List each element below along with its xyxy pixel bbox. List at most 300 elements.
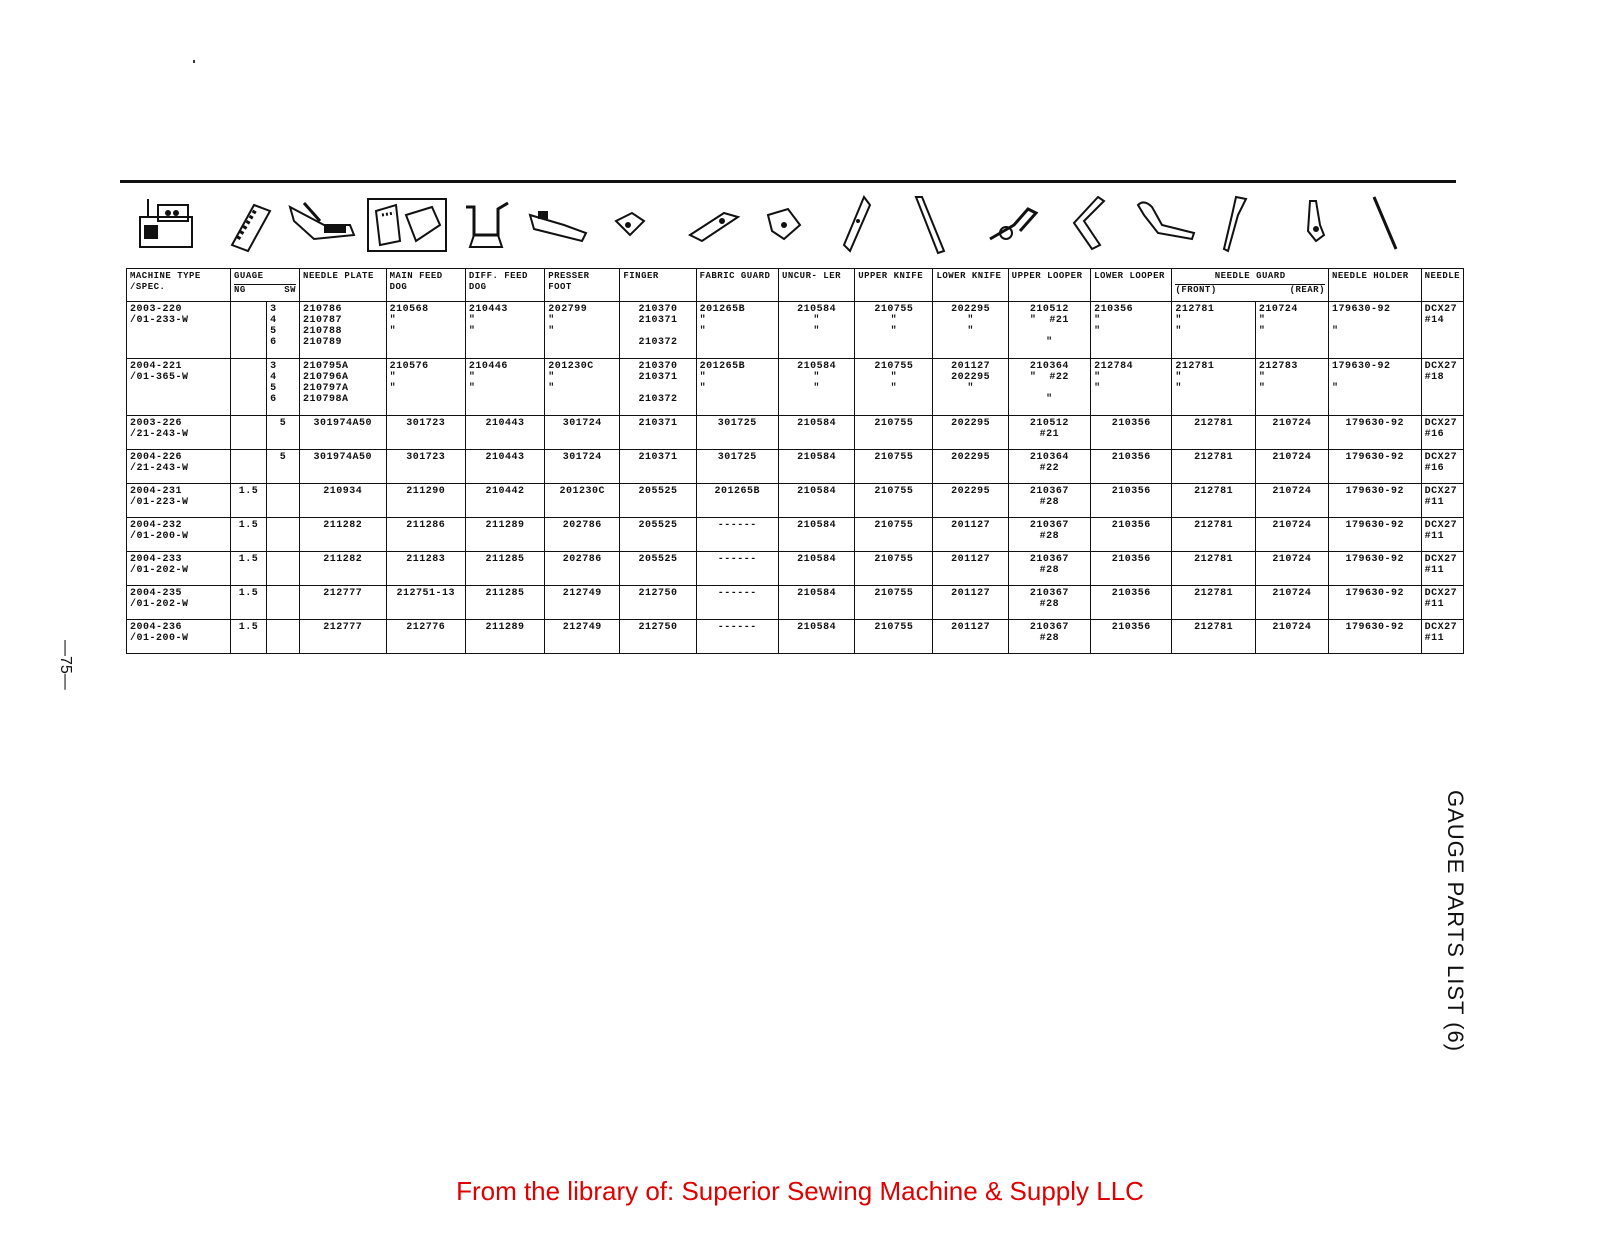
parts-illustrations xyxy=(124,190,1464,262)
cell-line: 201127 xyxy=(951,588,991,599)
table-cell-needle xyxy=(1421,450,1463,484)
cell-line: 2003-220 xyxy=(130,304,183,315)
header-main-feed: MAIN FEED DOG xyxy=(386,269,465,302)
cell-line: 210724 xyxy=(1272,418,1312,429)
cell-line: 210789 xyxy=(303,337,343,348)
cell-line: 205525 xyxy=(638,486,678,497)
cell-line: ------ xyxy=(717,554,757,565)
table-cell-plate xyxy=(300,518,387,552)
table-cell-ulooper xyxy=(1008,586,1090,620)
cell-line xyxy=(234,304,263,315)
cell-line: 212751-13 xyxy=(396,588,455,599)
cell-line: " xyxy=(699,383,707,394)
header-upper-knife: UPPER KNIFE xyxy=(855,269,933,302)
cell-line: /01-233-W xyxy=(130,315,189,326)
cell-line: 2004-232 xyxy=(130,520,183,531)
cell-line: 202295 xyxy=(951,452,991,463)
table-cell-ulooper xyxy=(1008,518,1090,552)
table-cell-machine xyxy=(127,620,231,654)
cell-line: 210724 xyxy=(1272,554,1312,565)
table-cell-llooper xyxy=(1091,359,1172,416)
cell-line: " xyxy=(468,326,476,337)
table-cell-diff xyxy=(465,552,544,586)
table-cell-main xyxy=(386,552,465,586)
cell-line: " xyxy=(890,383,898,394)
cell-line xyxy=(270,622,296,633)
table-cell-needle xyxy=(1421,359,1463,416)
cell-line: /01-202-W xyxy=(130,599,189,610)
finger-icon xyxy=(608,190,652,260)
cell-line: /21-243-W xyxy=(130,429,189,440)
table-cell-gfront xyxy=(1172,416,1255,450)
uncurler-icon xyxy=(760,190,810,260)
table-cell-sw xyxy=(267,484,300,518)
table-cell-fabric xyxy=(696,359,778,416)
cell-line: 210371 xyxy=(638,452,678,463)
cell-line: 210724 xyxy=(1272,486,1312,497)
cell-line: 179630-92 xyxy=(1345,418,1405,429)
cell-line: 210724 xyxy=(1272,520,1312,531)
cell-line: 210367 xyxy=(1029,554,1069,565)
cell-line: 210356 xyxy=(1111,486,1151,497)
cell-line: /21-243-W xyxy=(130,463,189,474)
table-cell-uknife xyxy=(855,586,933,620)
cell-line: " xyxy=(967,315,974,326)
table-cell-holder xyxy=(1328,416,1421,450)
cell-line: " xyxy=(468,372,476,383)
table-cell-machine xyxy=(127,416,231,450)
cell-line: 210372 xyxy=(638,394,678,405)
table-row xyxy=(127,620,1464,654)
table-cell-lknife xyxy=(933,586,1008,620)
library-footer: From the library of: Superior Sewing Machine & Supply LLC xyxy=(456,1176,1144,1206)
cell-line: 210724 xyxy=(1272,452,1312,463)
lower-knife-icon xyxy=(910,190,950,260)
table-cell-machine xyxy=(127,302,231,359)
cell-line: 201127 xyxy=(951,622,991,633)
table-cell-main xyxy=(386,586,465,620)
table-cell-ulooper xyxy=(1008,484,1090,518)
cell-line: 301974A50 xyxy=(313,452,373,463)
cell-line: ------ xyxy=(717,622,757,633)
cell-line: 211286 xyxy=(406,520,446,531)
cell-line: 201230C xyxy=(559,486,606,497)
cell-line: 211289 xyxy=(485,622,525,633)
header-needle-plate: NEEDLE PLATE xyxy=(300,269,387,302)
table-cell-fabric xyxy=(696,302,778,359)
cell-line: 212783 xyxy=(1258,361,1298,372)
header-needle: NEEDLE xyxy=(1421,269,1463,302)
cell-line: " xyxy=(1175,315,1182,326)
table-cell-uknife xyxy=(855,416,933,450)
cell-line: " xyxy=(890,372,898,383)
cell-line: DCX27 xyxy=(1424,622,1458,633)
table-cell-ng xyxy=(231,416,267,450)
cell-line: 210371 xyxy=(638,372,678,383)
table-cell-ng xyxy=(231,359,267,416)
table-cell-main xyxy=(386,416,465,450)
table-cell-ng xyxy=(231,518,267,552)
cell-line: " xyxy=(1258,315,1266,326)
upper-knife-icon xyxy=(836,190,876,260)
cell-line: 211289 xyxy=(485,520,525,531)
table-cell-presser xyxy=(545,518,620,552)
cell-line: 210576 xyxy=(389,361,429,372)
cell-line: 202295 xyxy=(951,304,991,315)
table-cell-ng xyxy=(231,586,267,620)
cell-line: 212749 xyxy=(562,588,602,599)
cell-line: 202786 xyxy=(562,554,602,565)
cell-line: 211282 xyxy=(323,520,363,531)
cell-line: 210370 xyxy=(638,361,678,372)
sewing-machine-icon xyxy=(134,190,200,260)
table-cell-plate xyxy=(300,620,387,654)
cell-line: " #21 xyxy=(1029,315,1069,326)
table-cell-uncurler xyxy=(778,302,854,359)
cell-line: 212750 xyxy=(638,588,678,599)
table-cell-machine xyxy=(127,484,231,518)
top-rule xyxy=(120,180,1456,183)
presser-foot-icon xyxy=(284,190,360,260)
cell-line xyxy=(1012,383,1087,394)
table-row xyxy=(127,552,1464,586)
table-cell-grear xyxy=(1255,359,1328,416)
cell-line: 212781 xyxy=(1194,452,1234,463)
cell-line: 1.5 xyxy=(238,486,259,497)
table-cell-uncurler xyxy=(778,552,854,586)
table-cell-presser xyxy=(545,450,620,484)
cell-line: " xyxy=(1094,315,1101,326)
table-cell-finger xyxy=(620,302,696,359)
cell-line: #14 xyxy=(1424,315,1445,326)
cell-line xyxy=(270,588,296,599)
cell-line: 2004-221 xyxy=(130,361,183,372)
cell-line: DCX27 xyxy=(1424,304,1458,315)
table-cell-holder xyxy=(1328,620,1421,654)
feed-dog-icon xyxy=(366,190,448,260)
upper-looper-icon xyxy=(984,190,1044,260)
table-cell-gfront xyxy=(1172,302,1255,359)
table-cell-plate xyxy=(300,359,387,416)
needle-plate-icon xyxy=(224,190,280,260)
cell-line: DCX27 xyxy=(1424,588,1458,599)
cell-line: 179630-92 xyxy=(1345,452,1405,463)
cell-line: #16 xyxy=(1424,463,1445,474)
cell-line: " xyxy=(1175,326,1182,337)
cell-line: " xyxy=(548,383,555,394)
table-cell-plate xyxy=(300,586,387,620)
cell-line: 212777 xyxy=(323,622,363,633)
header-needle-guard: NEEDLE GUARD (FRONT) (REAR) xyxy=(1172,269,1329,302)
table-cell-ng xyxy=(231,450,267,484)
table-cell-holder xyxy=(1328,484,1421,518)
cell-line: 6 xyxy=(270,394,277,405)
table-cell-llooper xyxy=(1091,518,1172,552)
scan-speck xyxy=(193,60,195,63)
table-cell-grear xyxy=(1255,586,1328,620)
table-cell-plate xyxy=(300,302,387,359)
cell-line: 210795A xyxy=(303,361,349,372)
table-cell-needle xyxy=(1421,302,1463,359)
cell-line: 210356 xyxy=(1111,622,1151,633)
table-cell-uknife xyxy=(855,518,933,552)
cell-line: " xyxy=(967,383,974,394)
cell-line: " xyxy=(1258,326,1266,337)
cell-line: 201127 xyxy=(951,361,991,372)
table-cell-ulooper xyxy=(1008,302,1090,359)
cell-line: " xyxy=(890,326,898,337)
cell-line: 210584 xyxy=(797,554,837,565)
cell-line: " xyxy=(1094,326,1101,337)
cell-line: ------ xyxy=(717,588,757,599)
cell-line: 202799 xyxy=(548,304,588,315)
cell-line: 5 xyxy=(279,452,287,463)
header-uncurler: UNCUR- LER xyxy=(778,269,854,302)
cell-line: #28 xyxy=(1039,633,1060,644)
cell-line: ------ xyxy=(717,520,757,531)
table-cell-holder xyxy=(1328,359,1421,416)
table-cell-plate xyxy=(300,484,387,518)
table-cell-plate xyxy=(300,416,387,450)
cell-line: 210371 xyxy=(638,315,678,326)
cell-line: 210755 xyxy=(874,554,914,565)
cell-line: 201230C xyxy=(548,361,594,372)
table-row xyxy=(127,416,1464,450)
table-cell-llooper xyxy=(1091,620,1172,654)
table-cell-finger xyxy=(620,450,696,484)
table-cell-llooper xyxy=(1091,302,1172,359)
cell-line: " xyxy=(967,326,974,337)
table-cell-diff xyxy=(465,586,544,620)
cell-line: " xyxy=(1046,394,1053,405)
cell-line: 210356 xyxy=(1111,554,1151,565)
cell-line: 301725 xyxy=(717,418,757,429)
cell-line: 179630-92 xyxy=(1345,622,1405,633)
table-cell-sw xyxy=(267,620,300,654)
cell-line: 210755 xyxy=(874,304,914,315)
table-cell-ng xyxy=(231,302,267,359)
diff-feed-dog-icon xyxy=(458,190,514,260)
cell-line: DCX27 xyxy=(1424,486,1458,497)
cell-line: 202295 xyxy=(951,372,991,383)
cell-line: 3 xyxy=(270,361,277,372)
table-cell-presser xyxy=(545,359,620,416)
cell-line: #28 xyxy=(1039,599,1060,610)
table-cell-plate xyxy=(300,450,387,484)
side-title: GAUGE PARTS LIST (6) xyxy=(1443,790,1468,1053)
header-lower-looper: LOWER LOOPER xyxy=(1091,269,1172,302)
table-cell-sw xyxy=(267,518,300,552)
table-cell-uknife xyxy=(855,302,933,359)
table-row xyxy=(127,302,1464,359)
cell-line: " xyxy=(813,315,820,326)
table-cell-holder xyxy=(1328,518,1421,552)
cell-line: 212781 xyxy=(1194,486,1234,497)
cell-line: 210786 xyxy=(303,304,343,315)
table-cell-needle xyxy=(1421,484,1463,518)
table-cell-sw xyxy=(267,302,300,359)
table-cell-fabric xyxy=(696,552,778,586)
table-cell-needle xyxy=(1421,620,1463,654)
header-finger: FINGER xyxy=(620,269,696,302)
needle-guard-rear-icon xyxy=(1216,190,1256,260)
table-cell-diff xyxy=(465,620,544,654)
table-cell-llooper xyxy=(1091,586,1172,620)
table-row xyxy=(127,450,1464,484)
table-cell-needle xyxy=(1421,518,1463,552)
cell-line: " xyxy=(389,326,397,337)
cell-line: 1.5 xyxy=(238,520,259,531)
cell-line: " xyxy=(1331,326,1339,337)
table-cell-grear xyxy=(1255,484,1328,518)
table-cell-presser xyxy=(545,416,620,450)
cell-line: 211285 xyxy=(485,588,525,599)
table-cell-uknife xyxy=(855,359,933,416)
table-cell-fabric xyxy=(696,416,778,450)
table-cell-presser xyxy=(545,484,620,518)
cell-line: " xyxy=(548,372,555,383)
cell-line: 2004-235 xyxy=(130,588,183,599)
cell-line: " xyxy=(699,315,707,326)
table-cell-main xyxy=(386,484,465,518)
cell-line: 1.5 xyxy=(238,622,259,633)
table-cell-plate xyxy=(300,552,387,586)
cell-line: 179630-92 xyxy=(1345,588,1405,599)
table-cell-main xyxy=(386,450,465,484)
cell-line: 210584 xyxy=(797,588,837,599)
cell-line: 212781 xyxy=(1194,588,1234,599)
page-number: —75— xyxy=(57,640,74,690)
cell-line: 201265B xyxy=(699,304,746,315)
table-row xyxy=(127,518,1464,552)
cell-line: 210584 xyxy=(797,452,837,463)
cell-line: 4 xyxy=(270,372,277,383)
cell-line: " xyxy=(699,372,707,383)
cell-line: 201265B xyxy=(699,361,746,372)
cell-line: 211285 xyxy=(485,554,525,565)
cell-line: DCX27 xyxy=(1424,452,1458,463)
table-cell-presser xyxy=(545,552,620,586)
cell-line: 210755 xyxy=(874,361,914,372)
cell-line: 210787 xyxy=(303,315,343,326)
cell-line: #16 xyxy=(1424,429,1445,440)
table-cell-needle xyxy=(1421,552,1463,586)
table-cell-diff xyxy=(465,416,544,450)
cell-line: 210584 xyxy=(797,361,837,372)
cell-line: 210367 xyxy=(1029,486,1069,497)
table-cell-lknife xyxy=(933,416,1008,450)
cell-line: 210798A xyxy=(303,394,349,405)
cell-line: /01-200-W xyxy=(130,531,189,542)
cell-line: 212777 xyxy=(323,588,363,599)
cell-line: 210584 xyxy=(797,486,837,497)
table-cell-fabric xyxy=(696,586,778,620)
cell-line: #28 xyxy=(1039,497,1060,508)
table-cell-holder xyxy=(1328,552,1421,586)
table-cell-grear xyxy=(1255,552,1328,586)
cell-line: 201127 xyxy=(951,520,991,531)
table-row xyxy=(127,484,1464,518)
cell-line: 301974A50 xyxy=(313,418,373,429)
cell-line: 210797A xyxy=(303,383,349,394)
table-cell-ng xyxy=(231,620,267,654)
table-cell-fabric xyxy=(696,620,778,654)
cell-line: 210367 xyxy=(1029,622,1069,633)
cell-line: 212781 xyxy=(1194,520,1234,531)
header-presser: PRESSER FOOT xyxy=(545,269,620,302)
presser-foot-small-icon xyxy=(524,190,594,260)
cell-line: " xyxy=(813,372,820,383)
table-cell-sw xyxy=(267,552,300,586)
cell-line: 301724 xyxy=(562,418,602,429)
table-cell-sw xyxy=(267,359,300,416)
cell-line xyxy=(270,554,296,565)
cell-line: 210367 xyxy=(1029,520,1069,531)
table-cell-ng xyxy=(231,552,267,586)
table-cell-gfront xyxy=(1172,359,1255,416)
cell-line: 301725 xyxy=(717,452,757,463)
cell-line: " xyxy=(890,315,898,326)
table-cell-fabric xyxy=(696,518,778,552)
table-cell-finger xyxy=(620,552,696,586)
table-cell-machine xyxy=(127,450,231,484)
needle-icon xyxy=(1366,190,1402,260)
table-cell-finger xyxy=(620,586,696,620)
needle-guard-front-icon xyxy=(1132,190,1202,260)
cell-line: 210367 xyxy=(1029,588,1069,599)
table-cell-ulooper xyxy=(1008,450,1090,484)
cell-line xyxy=(234,361,263,372)
cell-line: 210356 xyxy=(1111,588,1151,599)
table-cell-llooper xyxy=(1091,552,1172,586)
cell-line: 210443 xyxy=(485,452,525,463)
header-diff-feed: DIFF. FEED DOG xyxy=(465,269,544,302)
cell-line: 210584 xyxy=(797,304,837,315)
table-cell-uknife xyxy=(855,552,933,586)
cell-line: 212781 xyxy=(1194,418,1234,429)
cell-line: 211282 xyxy=(323,554,363,565)
cell-line: " xyxy=(548,315,555,326)
cell-line: 210442 xyxy=(485,486,525,497)
cell-line: 202295 xyxy=(951,418,991,429)
cell-line: 212781 xyxy=(1175,361,1215,372)
cell-line: 212781 xyxy=(1194,622,1234,633)
cell-line: 1.5 xyxy=(238,554,259,565)
table-cell-uncurler xyxy=(778,450,854,484)
table-cell-lknife xyxy=(933,484,1008,518)
table-cell-uknife xyxy=(855,620,933,654)
header-lower-knife: LOWER KNIFE xyxy=(933,269,1008,302)
cell-line: " xyxy=(813,383,820,394)
table-cell-holder xyxy=(1328,586,1421,620)
table-cell-lknife xyxy=(933,620,1008,654)
cell-line: 5 xyxy=(270,383,277,394)
cell-line: 179630-92 xyxy=(1345,554,1405,565)
table-cell-uknife xyxy=(855,450,933,484)
table-cell-gfront xyxy=(1172,620,1255,654)
cell-line: 2003-226 xyxy=(130,418,183,429)
table-cell-lknife xyxy=(933,450,1008,484)
table-cell-finger xyxy=(620,484,696,518)
cell-line: #18 xyxy=(1424,372,1445,383)
cell-line: 301724 xyxy=(562,452,602,463)
cell-line: " xyxy=(1175,372,1182,383)
table-cell-uknife xyxy=(855,484,933,518)
table-cell-ng xyxy=(231,484,267,518)
cell-line: " xyxy=(1046,337,1053,348)
table-cell-machine xyxy=(127,359,231,416)
table-cell-machine xyxy=(127,586,231,620)
